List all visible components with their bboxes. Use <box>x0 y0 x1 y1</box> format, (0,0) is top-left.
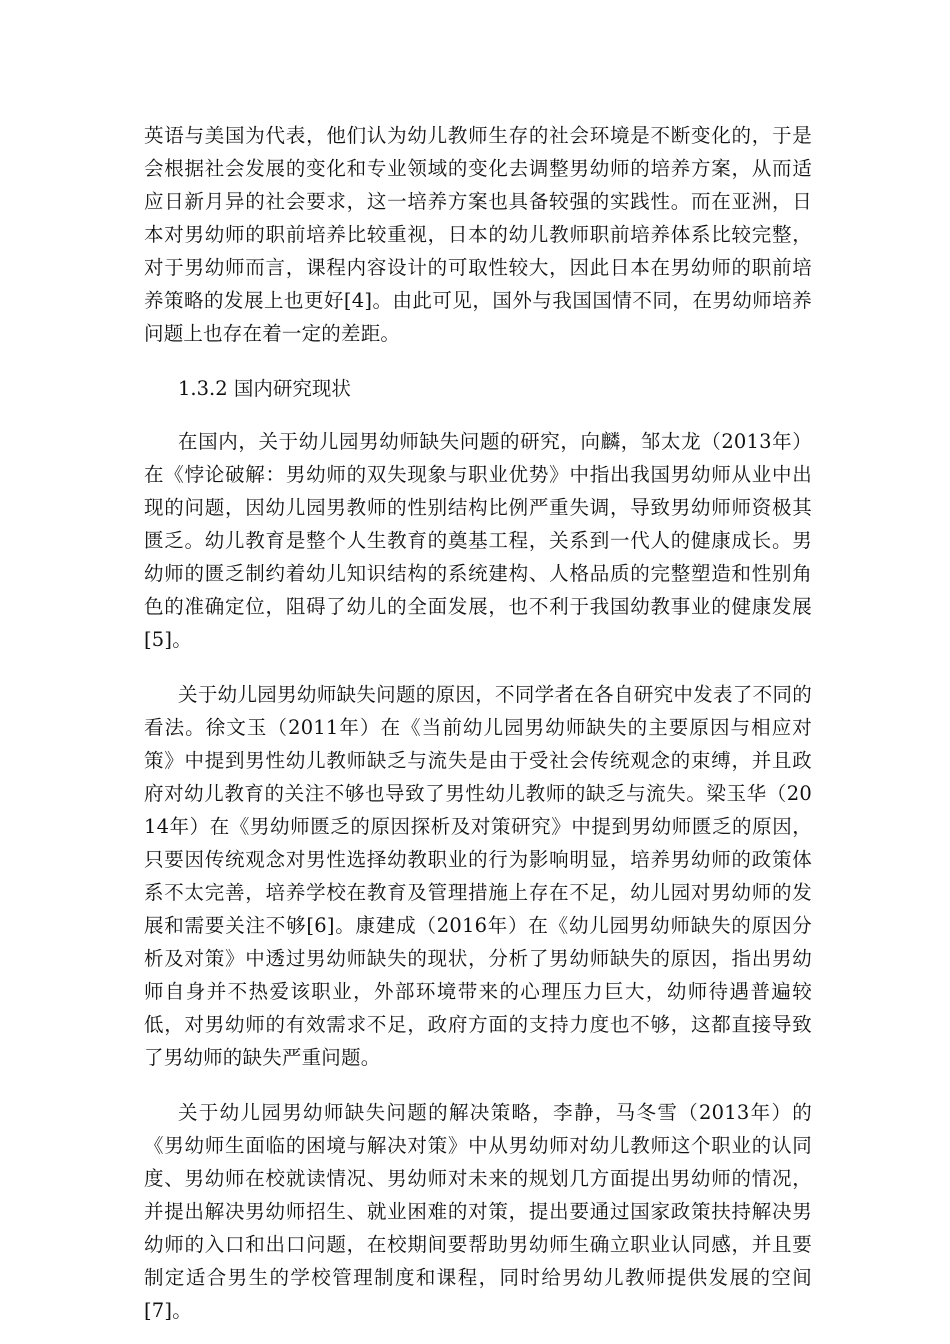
paragraph-foreign-research-continued: 英语与美国为代表，他们认为幼儿教师生存的社会环境是不断变化的，于是会根据社会发展的变化和专业领域的变化去调整男幼师的培养方案，从而适应日新月异的社会要求，这一培养方案也具备较强的实践性。而在亚洲，日本对男幼师的职前培养比较重视，日本的幼儿教师职前培养体系比较完整，对于男幼师而言，课程内容设计的可取性较大，因此日本在男幼师的职前培养策略的发展上也更好[4]。由此可见，国外与我国国情不同，在男幼师培养问题上也存在着一定的差距。 <box>144 124 812 345</box>
paragraph-causes: 关于幼儿园男幼师缺失问题的原因，不同学者在各自研究中发表了不同的看法。徐文玉（2011年）在《当前幼儿园男幼师缺失的主要原因与相应对策》中提到男性幼儿教师缺乏与流失是由于受社会传统观念的束缚，并且政府对幼儿教育的关注不够也导致了男性幼儿教师的缺乏与流失。梁玉华（2014年）在《男幼师匮乏的原因探析及对策研究》中提到男幼师匮乏的原因，只要因传统观念对男性选择幼教职业的行为影响明显，培养男幼师的政策体系不太完善，培养学校在教育及管理措施上存在不足，幼儿园对男幼师的发展和需要关注不够[6]。康建成（2016年）在《幼儿园男幼师缺失的原因分析及对策》中透过男幼师缺失的现状，分析了男幼师缺失的原因，指出男幼师自身并不热爱该职业，外部环境带来的心理压力巨大，幼师待遇普遍较低，对男幼师的有效需求不足，政府方面的支持力度也不够，这都直接导致了男幼师的缺失严重问题。 <box>144 683 812 1069</box>
spacer <box>144 1074 812 1096</box>
spacer <box>144 656 812 678</box>
spacer <box>144 350 812 372</box>
paragraph-domestic-research-intro: 在国内，关于幼儿园男幼师缺失问题的研究，向麟，邹太龙（2013年）在《悖论破解：男幼师的双失现象与职业优势》中指出我国男幼师从业中出现的问题，因幼儿园男教师的性别结构比例严重失调，导致男幼师师资极其匮乏。幼儿教育是整个人生教育的奠基工程，关系到一代人的健康成长。男幼师的匮乏制约着幼儿知识结构的系统建构、人格品质的完整塑造和性别角色的准确定位，阻碍了幼儿的全面发展，也不利于我国幼教事业的健康发展[5]。 <box>144 430 812 651</box>
paragraph-solutions: 关于幼儿园男幼师缺失问题的解决策略，李静，马冬雪（2013年）的《男幼师生面临的困境与解决对策》中从男幼师对幼儿教师这个职业的认同度、男幼师在校就读情况、男幼师对未来的规划几方面提出男幼师的情况，并提出解决男幼师招生、就业困难的对策，提出要通过国家政策扶持解决男幼师的入口和出口问题，在校期间要帮助男幼师生确立职业认同感，并且要制定适合男生的学校管理制度和课程，同时给男幼儿教师提供发展的空间[7]。 <box>144 1101 812 1322</box>
section-heading-domestic-research: 1.3.2 国内研究现状 <box>178 377 351 400</box>
document-body <box>144 119 812 1327</box>
spacer <box>144 405 812 425</box>
